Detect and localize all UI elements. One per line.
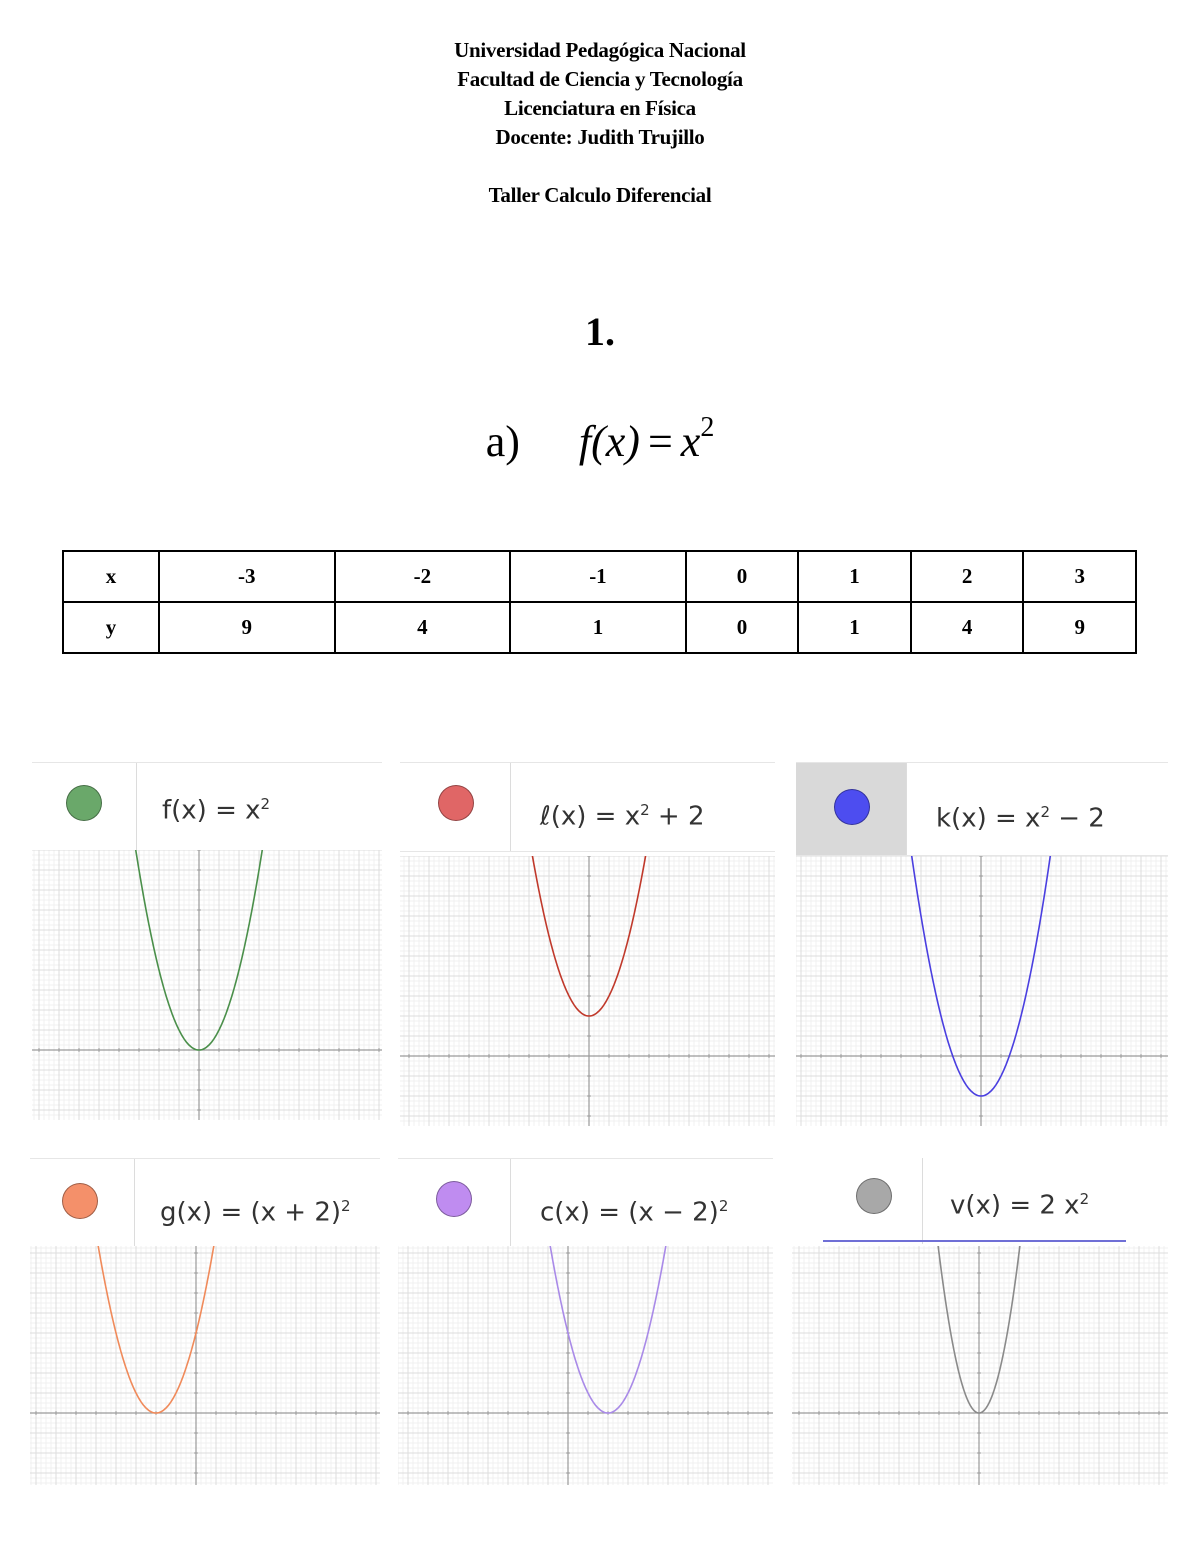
graph-panel-g (30, 1158, 380, 1485)
visibility-toggle[interactable] (400, 763, 511, 851)
algebra-row (400, 762, 775, 852)
color-dot-icon[interactable] (66, 785, 102, 821)
exercise-number: 1. (585, 309, 615, 354)
exercise-formula (0, 412, 1200, 467)
y-header: y (63, 602, 159, 653)
function-definition[interactable]: v(x) = 2 $x^2$ (950, 1190, 1090, 1221)
graph-view[interactable] (398, 1246, 773, 1485)
values-table (62, 550, 1137, 654)
equals-sign: = (647, 417, 673, 466)
x-cell: -2 (335, 551, 511, 602)
function-name: f (578, 417, 592, 466)
algebra-row (32, 762, 382, 852)
graph-panel-l (400, 762, 775, 1126)
teacher-name: Docente: Judith Trujillo (495, 125, 705, 149)
graph-view[interactable] (792, 1246, 1168, 1485)
algebra-row (30, 1158, 380, 1248)
algebra-row (796, 762, 1168, 856)
graph-panel-v (792, 1158, 1168, 1485)
x-cell: 2 (911, 551, 1024, 602)
faculty-name: Facultad de Ciencia y Tecnología (457, 67, 743, 91)
color-dot-icon[interactable] (436, 1181, 472, 1217)
function-expression (578, 412, 715, 466)
color-dot-icon[interactable] (856, 1178, 892, 1214)
function-definition[interactable]: $k(x) = x^2 - 2$ (936, 803, 1105, 834)
algebra-row (792, 1158, 1168, 1244)
y-cell: 9 (159, 602, 335, 653)
graph-view[interactable] (400, 856, 775, 1126)
color-dot-icon[interactable] (438, 785, 474, 821)
function-rhs: x (680, 417, 701, 466)
x-header: x (63, 551, 159, 602)
function-definition[interactable]: $g(x) = (x + 2)^2$ (160, 1197, 351, 1228)
graph-panel-c (398, 1158, 773, 1485)
graph-view[interactable] (30, 1246, 380, 1485)
y-cell: 1 (798, 602, 911, 653)
visibility-toggle[interactable] (796, 763, 907, 855)
graph-panel-k (796, 762, 1168, 1126)
y-cell: 4 (911, 602, 1024, 653)
color-dot-icon[interactable] (62, 1183, 98, 1219)
workshop-title: Taller Calculo Diferencial (488, 183, 712, 207)
algebra-row (398, 1158, 773, 1248)
function-definition[interactable]: ℓ(x) = $x^2 + 2$ (540, 801, 705, 832)
x-cell: -3 (159, 551, 335, 602)
x-cell: 3 (1023, 551, 1136, 602)
university-name: Universidad Pedagógica Nacional (454, 38, 746, 62)
y-cell: 4 (335, 602, 511, 653)
function-exponent: 2 (700, 412, 715, 443)
y-cell: 9 (1023, 602, 1136, 653)
visibility-toggle[interactable] (398, 1159, 511, 1247)
y-cell: 1 (510, 602, 686, 653)
visibility-toggle[interactable] (32, 763, 137, 851)
document-header (0, 36, 1200, 210)
graph-panel-f (32, 762, 382, 1126)
function-variable: (x) (591, 417, 640, 466)
item-label: a) (485, 417, 520, 466)
color-dot-icon[interactable] (834, 789, 870, 825)
graph-view[interactable] (32, 850, 382, 1120)
visibility-toggle[interactable] (792, 1158, 923, 1244)
function-definition[interactable]: $c(x) = (x - 2)^2$ (540, 1197, 729, 1228)
y-row (63, 602, 1136, 653)
program-name: Licenciatura en Física (504, 96, 696, 120)
visibility-toggle[interactable] (30, 1159, 135, 1247)
input-underline (823, 1240, 1126, 1242)
x-cell: 0 (686, 551, 799, 602)
graph-view[interactable] (796, 856, 1168, 1126)
x-row (63, 551, 1136, 602)
x-cell: -1 (510, 551, 686, 602)
y-cell: 0 (686, 602, 799, 653)
function-definition[interactable]: $f(x) = x^2$ (162, 795, 271, 826)
x-cell: 1 (798, 551, 911, 602)
